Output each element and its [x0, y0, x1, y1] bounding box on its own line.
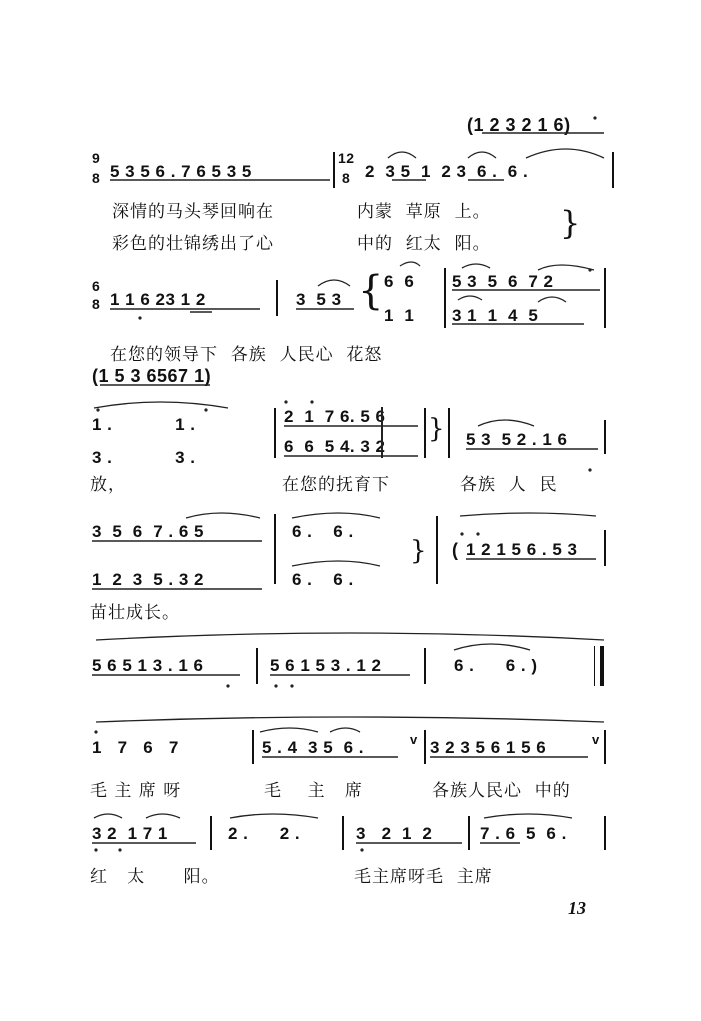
lyrics-verse-1: 内蒙 草原 上。 [357, 202, 491, 222]
notes-measure: 1 7 6 7 [92, 738, 179, 757]
voice-brace: } [428, 414, 446, 444]
notes-upper-voice: 2 1 7 6. 5 6 [284, 407, 386, 426]
time-signature-9-8-bottom: 8 [92, 170, 101, 186]
breath-mark: v [410, 732, 418, 747]
notes-upper-voice: 6 . 6 . [292, 522, 354, 541]
notes-measure: 1 1 6 23 1 2 [110, 290, 206, 309]
time-signature-12-8-top: 12 [338, 150, 355, 166]
slurs [94, 149, 604, 818]
octave-dots [94, 116, 596, 851]
lyrics-verse-1: 深情的马头琴回响在 [112, 202, 274, 222]
notes-measure: 3 2 3 5 6 1 5 6 [430, 738, 547, 757]
notes-lower-voice: 3 1 1 4 5 [452, 306, 539, 325]
notes-measure: 3 2 1 7 1 [92, 824, 168, 843]
lyrics: 各族 人 民 [460, 475, 558, 495]
voice-brace: { [358, 268, 385, 314]
notes-upper-voice: 1 . 1 . [92, 415, 196, 434]
lyrics: 在您的抚育下 [282, 475, 390, 495]
notes-upper-voice: 6 6 [384, 272, 415, 291]
notes-upper-voice: 3 5 6 7 . 6 5 [92, 522, 204, 541]
lyrics: 红 太 阳。 [90, 867, 220, 887]
notes-lower-voice: 6 . 6 . [292, 570, 354, 589]
notes-measure: ( [452, 540, 459, 560]
notes-upper-voice: 5 3 5 6 7 2 [452, 272, 554, 291]
voice-brace: } [410, 536, 428, 566]
notes-lower-voice: 1 1 [384, 306, 415, 325]
breath-mark: v [592, 732, 600, 747]
lyrics: 放， [90, 475, 126, 495]
notes-measure: 5 6 5 1 3 . 1 6 [92, 656, 204, 675]
notes-lower-voice: 1 2 3 5 . 3 2 [92, 570, 204, 589]
lyrics-verse-2: 中的 红太 阳。 [357, 234, 491, 254]
lyrics: 毛 主 席 [264, 781, 363, 801]
notes-measure: 5 6 1 5 3 . 1 2 [270, 656, 382, 675]
notes-measure: 1 2 1 5 6 . 5 3 [466, 540, 578, 559]
lyrics: 苗壮成长。 [90, 603, 180, 623]
notes-measure: 2 3 5 1 2 3 6 . 6 . [365, 162, 529, 181]
time-signature-6-8-top: 6 [92, 278, 101, 294]
notes-measure: 6 . 6 . ) [454, 656, 538, 675]
lyrics: 毛 主 席 呀 [90, 781, 182, 801]
lyrics-verse-2: 彩色的壮锦绣出了心 [112, 234, 274, 254]
notes-measure: 7 . 6 5 6 . [480, 824, 567, 843]
time-signature-9-8-top: 9 [92, 150, 101, 166]
notes-measure: 2 . 2 . [228, 824, 301, 843]
verse-brace: } [560, 204, 582, 242]
underlines [92, 133, 604, 843]
notes-measure: 3 5 3 [296, 290, 342, 309]
notes-lower-voice: 6 6 5 4. 3 2 [284, 437, 386, 456]
page-number: 13 [568, 898, 586, 918]
notes-measure: 3 2 1 2 [356, 824, 433, 843]
notes-lower-voice: 3 . 3 . [92, 448, 196, 467]
intro-bracket: (1 2 3 2 1 6) [467, 115, 571, 135]
time-signature-6-8-bottom: 8 [92, 296, 101, 312]
notes-measure: 5 3 5 6 . 7 6 5 3 5 [110, 162, 252, 181]
lyrics: 各族人民心 中的 [432, 781, 571, 801]
notes-measure: 5 3 5 2 . 1 6 [466, 430, 568, 449]
interlude-bracket: (1 5 3 6567 1) [92, 366, 212, 386]
lyrics: 在您的领导下 各族 人民心 花怒 [110, 345, 383, 365]
lyrics: 毛主席呀毛 主席 [354, 867, 493, 887]
time-signature-12-8-bottom: 8 [342, 170, 351, 186]
notes-measure: 5 . 4 3 5 6 . [262, 738, 365, 757]
